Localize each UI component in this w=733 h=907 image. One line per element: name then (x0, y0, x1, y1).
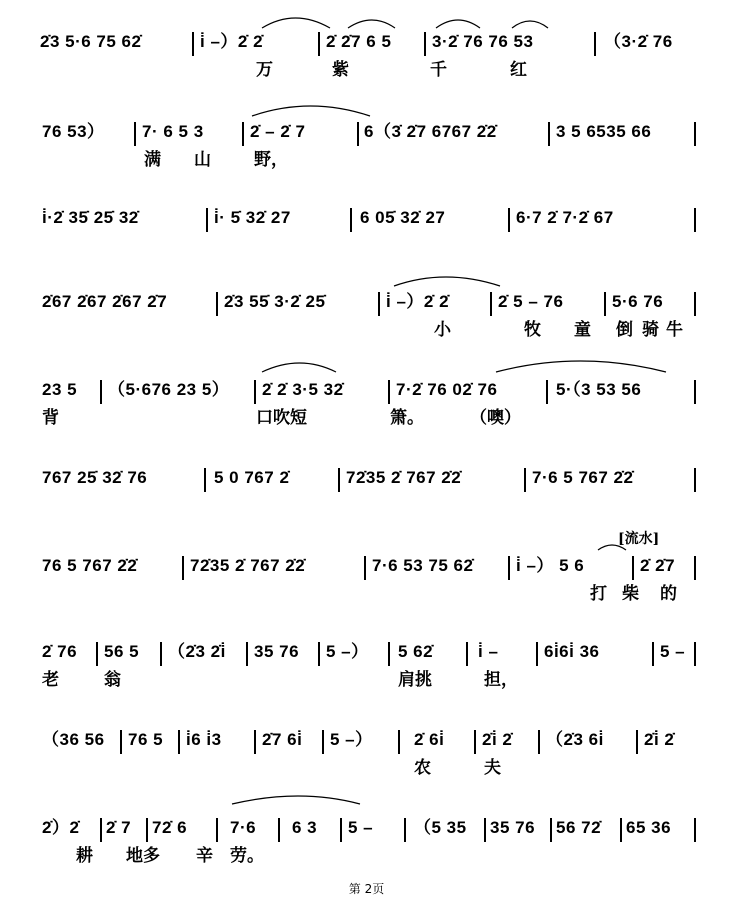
barline (694, 208, 696, 232)
note-group: 6·7 2̇ 7·2̇ 67 (516, 208, 614, 227)
note-group: 76 5 767 2̇2̇ (42, 556, 138, 575)
note-group: 2̇3 55̇ 3·2̇ 25̇ (224, 292, 326, 311)
barline (246, 642, 248, 666)
barline (508, 208, 510, 232)
barline (120, 730, 122, 754)
note-group: 2̇ 76 (42, 642, 78, 661)
lyric: 骑 (642, 320, 659, 340)
barline (620, 818, 622, 842)
lyric: 柴 (622, 584, 639, 604)
lyric: 倒 (616, 320, 633, 340)
note-group: （5 35 (414, 818, 467, 837)
note-group: i̇ – (478, 642, 499, 661)
note-group: 7· 6 5 3 (142, 122, 204, 141)
barline (604, 292, 606, 316)
note-group: 5 0 767 2̇ (214, 468, 290, 487)
note-group: 2̇ 6i̇ (414, 730, 445, 749)
lyric: 山 (194, 150, 211, 170)
lyric: 口吹短 (256, 408, 307, 428)
barline (538, 730, 540, 754)
barline (192, 32, 194, 56)
lyric: 老 (42, 670, 59, 690)
lyric: （噢） (470, 408, 521, 428)
note-group: 35 76 (254, 642, 300, 661)
barline (536, 642, 538, 666)
barline (508, 556, 510, 580)
note-group: 35 76 (490, 818, 536, 837)
barline (694, 380, 696, 404)
page-number: 第 2页 (348, 882, 385, 896)
barline (322, 730, 324, 754)
barline (96, 642, 98, 666)
slur-arc (496, 361, 666, 372)
barline (146, 818, 148, 842)
note-group: 7·2̇ 76 02̇ 76 (396, 380, 498, 399)
note-group: i̇6 i̇3 (186, 730, 222, 749)
note-group: 2̇ – 2̇ 7 (250, 122, 306, 141)
barline (100, 380, 102, 404)
lyric: 背 (42, 408, 59, 428)
barline (550, 818, 552, 842)
note-group: i̇ –）2̇ 2̇ (200, 32, 264, 51)
note-group: 23 5 (42, 380, 78, 399)
note-group: 2̇3 5·6 75 62̇ (40, 32, 142, 51)
note-group: 72̇35 2̇ 767 2̇2̇ (190, 556, 306, 575)
barline (338, 468, 340, 492)
barline (216, 292, 218, 316)
barline (206, 208, 208, 232)
barline (357, 122, 359, 146)
note-group: 5 62̇ (398, 642, 434, 661)
note-group: （5·676 23 5） (108, 380, 230, 399)
barline (548, 122, 550, 146)
note-group: 5 –） (326, 642, 369, 661)
note-group: （2̇3 2̇i̇ (168, 642, 226, 661)
note-group: 2̇ 7 (106, 818, 132, 837)
note-group: （2̇3 6i̇ (546, 730, 604, 749)
barline (242, 122, 244, 146)
lyric: 农 (414, 758, 431, 778)
note-group: 2̇7 6i̇ (262, 730, 303, 749)
lyric: 红 (510, 60, 527, 80)
lyric: 小 (434, 320, 451, 340)
barline (594, 32, 596, 56)
barline (318, 642, 320, 666)
note-group: 56 5 (104, 642, 140, 661)
note-group: 72̇ 6 (152, 818, 188, 837)
note-group: i̇ –） 5 6 (516, 556, 585, 575)
barline (398, 730, 400, 754)
lyric: 打 (590, 584, 607, 604)
note-group: 76 5 (128, 730, 164, 749)
lyric: 千 (430, 60, 447, 80)
barline (636, 730, 638, 754)
lyric: 牛 (666, 320, 683, 340)
note-group: 76 53） (42, 122, 105, 141)
note-group: i̇·2̇ 35̇ 25̇ 32̇ (42, 208, 139, 227)
note-group: 5·（3 53 56 (556, 380, 642, 399)
lyric: 箫。 (390, 408, 424, 428)
lyric: 满 (144, 150, 161, 170)
note-group: 2̇ 2̇7 (640, 556, 676, 575)
slur-arc (232, 796, 360, 804)
barline (694, 292, 696, 316)
barline (484, 818, 486, 842)
note-group: i̇ –）2̇ 2̇ (386, 292, 450, 311)
slur-arc (436, 20, 480, 28)
lyric: 野， (254, 150, 288, 170)
slur-arc (348, 20, 395, 28)
note-group: 2̇67 2̇67 2̇67 2̇7 (42, 292, 168, 311)
slur-arc (262, 18, 330, 28)
barline (204, 468, 206, 492)
note-group: 5·6 76 (612, 292, 664, 311)
note-group: 65 36 (626, 818, 672, 837)
barline (632, 556, 634, 580)
barline (694, 468, 696, 492)
lyric: 担， (484, 670, 518, 690)
note-group: （3·2̇ 76 (604, 32, 673, 51)
barline (318, 32, 320, 56)
lyric: 童 (574, 320, 591, 340)
note-group: 2̇ 2̇7 6 5 (326, 32, 392, 51)
barline (134, 122, 136, 146)
lyric: 肩挑 (398, 670, 432, 690)
note-group: 7·6 (230, 818, 257, 837)
note-group: 6 3 (292, 818, 318, 837)
note-group: 2̇i̇ 2̇ (482, 730, 513, 749)
note-group: 6i̇6i̇ 36 (544, 642, 600, 661)
barline (490, 292, 492, 316)
barline (254, 730, 256, 754)
barline (388, 642, 390, 666)
note-group: 2̇i̇ 2̇ (644, 730, 675, 749)
barline (160, 642, 162, 666)
barline (694, 556, 696, 580)
slur-arc (262, 363, 336, 372)
lyric: 辛 (196, 846, 213, 866)
barline (378, 292, 380, 316)
note-group: 5 – (660, 642, 686, 661)
barline (694, 818, 696, 842)
note-group: 2̇ 5 – 76 (498, 292, 564, 311)
lyric: 翁 (104, 670, 121, 690)
barline (524, 468, 526, 492)
slur-arc (512, 21, 548, 28)
note-group: 3 5 6535 66 (556, 122, 652, 141)
slur-arc (394, 277, 500, 286)
barline (404, 818, 406, 842)
note-group: 3·2̇ 76 76 53 (432, 32, 534, 51)
tempo-marking: [流水] (618, 531, 660, 547)
barline (278, 818, 280, 842)
barline (178, 730, 180, 754)
note-group: 767 25̇ 32̇ 76 (42, 468, 148, 487)
barline (652, 642, 654, 666)
lyric: 牧 (524, 320, 541, 340)
barline (182, 556, 184, 580)
barline (100, 818, 102, 842)
lyric: 万 (256, 60, 273, 80)
lyric: 劳。 (230, 846, 264, 866)
barline (388, 380, 390, 404)
lyric: 地多 (126, 846, 160, 866)
note-group: 7·6 53 75 62̇ (372, 556, 474, 575)
lyric: 夫 (484, 758, 501, 778)
lyric: 紫 (332, 60, 349, 80)
note-group: 6 05̇ 32̇ 27 (360, 208, 446, 227)
barline (546, 380, 548, 404)
barline (694, 642, 696, 666)
note-group: 6（3̇ 2̇7 6767 2̇2̇ (364, 122, 497, 141)
lyric: 的 (660, 584, 677, 604)
barline (694, 122, 696, 146)
barline (364, 556, 366, 580)
barline (254, 380, 256, 404)
note-group: （36 56 (42, 730, 105, 749)
slur-arc (252, 106, 370, 116)
note-group: i̇· 5̇ 32̇ 27 (214, 208, 291, 227)
barline (216, 818, 218, 842)
note-group: 56 72̇ (556, 818, 602, 837)
note-group: 72̇35 2̇ 767 2̇2̇ (346, 468, 462, 487)
note-group: 2̇ 2̇ 3·5 32̇ (262, 380, 344, 399)
barline (474, 730, 476, 754)
barline (350, 208, 352, 232)
barline (424, 32, 426, 56)
lyric: 耕 (76, 846, 93, 866)
note-group: 5 – (348, 818, 374, 837)
note-group: 5 –） (330, 730, 373, 749)
barline (340, 818, 342, 842)
note-group: 2̇）2̇ (42, 818, 80, 837)
barline (466, 642, 468, 666)
note-group: 7·6 5 767 2̇2̇ (532, 468, 634, 487)
